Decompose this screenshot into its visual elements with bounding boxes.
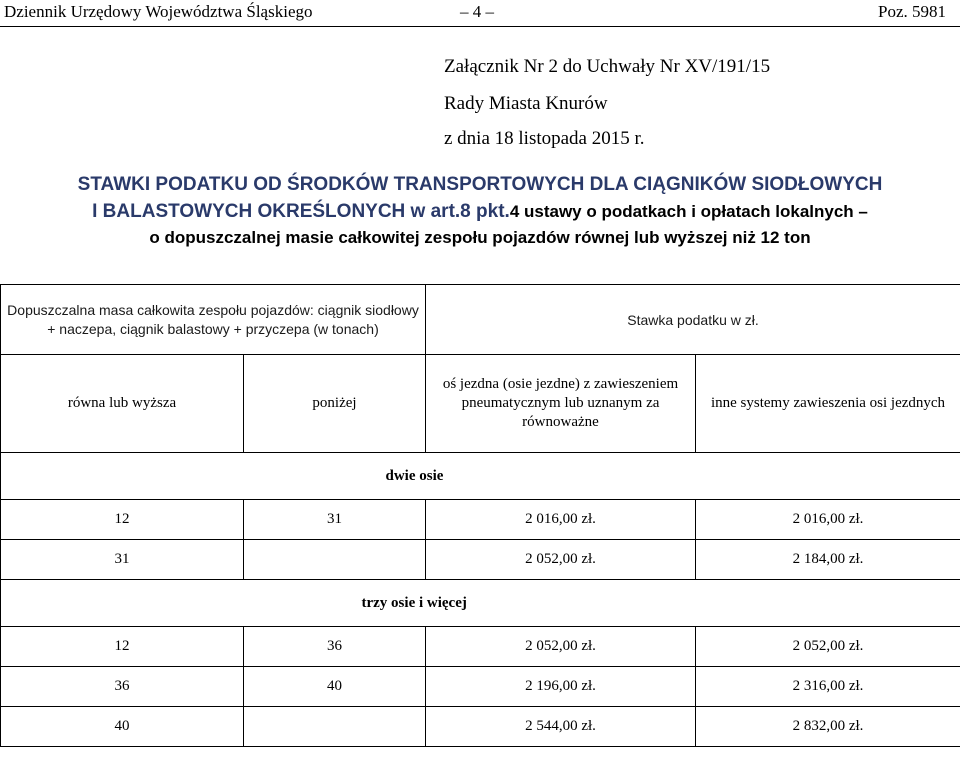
cell-to <box>244 707 426 747</box>
section-two-axles-label: dwie osie <box>385 467 444 484</box>
title-line-3: o dopuszczalnej masie całkowitej zespołu pojazdów równej lub wyższej niż 12 ton <box>149 228 811 247</box>
attachment-line-1: Załącznik Nr 2 do Uchwały Nr XV/191/15 <box>444 56 771 77</box>
section-row <box>1 580 960 627</box>
cell-from: 36 <box>1 667 244 707</box>
header-from: równa lub wyższa <box>1 355 244 453</box>
section-three-axles <box>361 580 960 627</box>
header-to: poniżej <box>244 355 426 453</box>
tax-rates-table <box>0 284 960 747</box>
title-line-2-tail: 4 ustawy o podatkach i opłatach lokalnych – <box>509 202 868 221</box>
title-line-2-highlight: I BALASTOWYCH OKREŚLONYCH w art.8 pkt. <box>92 201 510 222</box>
cell-pneumatic: 2 196,00 zł. <box>426 667 696 707</box>
page-header <box>0 0 960 26</box>
header-pneumatic: oś jezdna (osie jezdne) z zawieszeniem pneumatycznym lub uznanym za równoważne <box>426 355 696 453</box>
table-row <box>1 667 960 707</box>
cell-to <box>244 540 426 580</box>
table-row <box>1 540 960 580</box>
cell-other: 2 016,00 zł. <box>696 500 960 540</box>
cell-from: 12 <box>1 500 244 540</box>
cell-other: 2 052,00 zł. <box>696 627 960 667</box>
header-other: inne systemy zawieszenia osi jezdnych <box>696 355 960 453</box>
table-header-row-2 <box>1 355 960 453</box>
attachment-line-3: z dnia 18 listopada 2015 r. <box>444 128 645 149</box>
cell-other: 2 316,00 zł. <box>696 667 960 707</box>
page-number: – 4 – <box>460 2 494 21</box>
section-three-axles-label: trzy osie i więcej <box>361 594 467 611</box>
table-row <box>1 627 960 667</box>
table-row <box>1 707 960 747</box>
cell-from: 40 <box>1 707 244 747</box>
cell-pneumatic: 2 016,00 zł. <box>426 500 696 540</box>
cell-from: 31 <box>1 540 244 580</box>
section-row <box>1 453 960 500</box>
section-two-axles <box>385 453 960 500</box>
cell-to: 36 <box>244 627 426 667</box>
publication-name: Dziennik Urzędowy Województwa Śląskiego <box>4 2 313 21</box>
cell-from: 12 <box>1 627 244 667</box>
title-line-1: STAWKI PODATKU OD ŚRODKÓW TRANSPORTOWYCH DLA CIĄGNIKÓW SIODŁOWYCH <box>77 174 883 195</box>
table-row <box>1 500 960 540</box>
table-header-row-1 <box>1 285 960 355</box>
section-spacer <box>1 453 426 500</box>
cell-pneumatic: 2 052,00 zł. <box>426 540 696 580</box>
attachment-line-2: Rady Miasta Knurów <box>444 93 608 114</box>
title-line-2 <box>0 201 960 223</box>
position-number: Poz. 5981 <box>878 2 946 21</box>
header-divider <box>0 26 960 27</box>
header-rate: Stawka podatku w zł. <box>426 285 960 355</box>
cell-to: 31 <box>244 500 426 540</box>
cell-pneumatic: 2 544,00 zł. <box>426 707 696 747</box>
cell-to: 40 <box>244 667 426 707</box>
cell-other: 2 184,00 zł. <box>696 540 960 580</box>
cell-other: 2 832,00 zł. <box>696 707 960 747</box>
header-mass: Dopuszczalna masa całkowita zespołu pojazdów: ciągnik siodłowy + naczepa, ciągnik balastowy + przyczepa (w tonach) <box>1 285 426 355</box>
cell-pneumatic: 2 052,00 zł. <box>426 627 696 667</box>
